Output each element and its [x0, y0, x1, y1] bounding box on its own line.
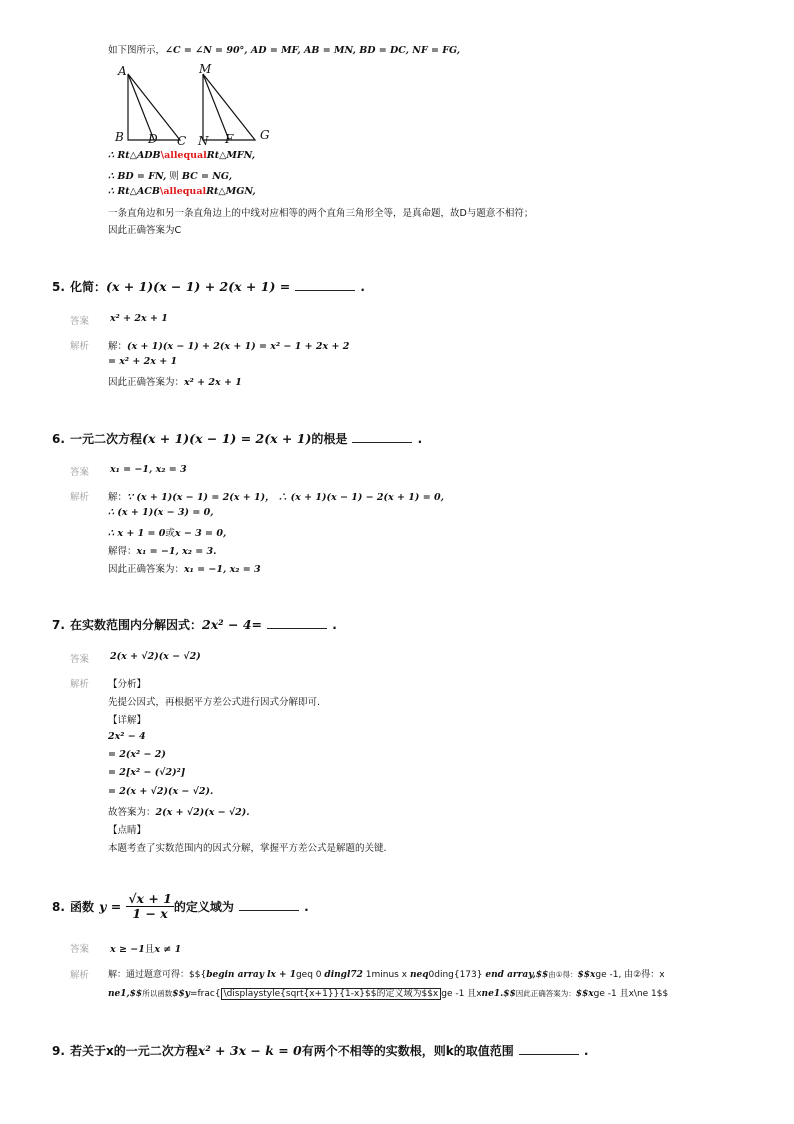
analysis-label: 解析 — [70, 970, 90, 981]
label-d: D — [148, 132, 158, 146]
q6-analysis-3: ∴ x + 1 = 0或x − 3 = 0, — [108, 528, 227, 539]
answer-label: 答案 — [70, 944, 90, 955]
question-8: 8. 函数 y = $\frac{√x + 1}{1 - x}$ 的定义域为 . — [52, 891, 309, 921]
analysis-label: 解析 — [70, 341, 90, 352]
q7-answer: 2(x + √2)(x − √2) — [110, 651, 201, 662]
label-g: G — [260, 128, 270, 142]
label-a: A — [118, 64, 127, 78]
answer-blank[interactable] — [519, 1042, 579, 1055]
triangle-mng — [203, 74, 255, 140]
label-m: M — [199, 62, 212, 76]
intro-step-1: ∴ Rt△ADB\allequalRt△MFN, — [108, 150, 256, 161]
answer-label: 答案 — [70, 654, 90, 665]
question-number: 6. — [52, 432, 65, 446]
label-f: F — [225, 132, 234, 146]
q7-heading-analysis: 【分析】 — [108, 679, 147, 690]
q8-analysis-2: ne1,$$所以函数$$y=frac{ \displaystyle{sqrt{x+1}}{1-x}$$的定义域为$$x ge -1 且xne1.$$因此正确答案为：$$xge -1 且x\ne 1$$ — [108, 989, 669, 999]
q7-line-1: 先提公因式，再根据平方差公式进行因式分解即可. — [108, 697, 321, 708]
q7-math-1: 2x² − 4 — [108, 731, 146, 742]
answer-blank[interactable] — [352, 430, 412, 443]
q5-answer: x² + 2x + 1 — [110, 313, 168, 324]
q7-math-3: = 2[x² − (√2)²] — [108, 767, 186, 778]
question-5: 5. 化简：(x + 1)(x − 1) + 2(x + 1) = . — [52, 279, 365, 294]
q7-math-2: = 2(x² − 2) — [108, 749, 166, 760]
q7-math-4: = 2(x + √2)(x − √2). — [108, 786, 214, 797]
intro-step-2: ∴ BD = FN, 则 BC = NG, — [108, 171, 233, 182]
q7-heading-remark: 【点睛】 — [108, 825, 147, 836]
q7-heading-detail: 【详解】 — [108, 715, 147, 726]
q5-analysis-1: 解：(x + 1)(x − 1) + 2(x + 1) = x² − 1 + 2x + 2 — [108, 341, 350, 352]
q8-answer: x ≥ −1且x ≠ 1 — [110, 944, 182, 955]
intro-step-3: ∴ Rt△ACB\allequalRt△MGN, — [108, 186, 256, 197]
question-number: 5. — [52, 280, 65, 294]
analysis-label: 解析 — [70, 492, 90, 503]
analysis-label: 解析 — [70, 679, 90, 690]
q8-analysis-1: 解：通过题意可得：$${begin array lx + 1geq 0 dingl72 1minus x neq0ding{173} end array,$$由①得：$$xge -1, 由②得：x — [108, 970, 665, 980]
answer-label: 答案 — [70, 467, 90, 478]
label-n: N — [198, 134, 209, 148]
segment-ad — [128, 74, 154, 140]
q6-analysis-1: 解：∵ (x + 1)(x − 1) = 2(x + 1)， ∴ (x + 1)(x − 1) − 2(x + 1) = 0, — [108, 492, 444, 503]
q6-analysis-2: ∴ (x + 1)(x − 3) = 0, — [108, 507, 214, 518]
question-7: 7. 在实数范围内分解因式：2x² − 4= . — [52, 617, 337, 632]
q6-analysis-4: 解得：x₁ = −1, x₂ = 3. — [108, 546, 217, 557]
intro-step-4: 一条直角边和另一条直角边上的中线对应相等的两个直角三角形全等，是真命题，故D与题意不相符； — [108, 208, 534, 219]
question-9: 9. 若关于x的一元二次方程x² + 3x − k = 0有两个不相等的实数根，则k的取值范围 . — [52, 1043, 589, 1058]
answer-blank[interactable] — [295, 278, 355, 291]
question-number: 7. — [52, 618, 65, 632]
function-fraction: $\frac{√x + 1}{1 - x}$ — [128, 891, 172, 921]
q6-analysis-5: 因此正确答案为：x₁ = −1, x₂ = 3 — [108, 564, 261, 575]
label-c: C — [177, 134, 187, 148]
q5-analysis-2: = x² + 2x + 1 — [108, 356, 178, 367]
triangle-abc — [128, 74, 180, 140]
answer-blank[interactable] — [267, 616, 327, 629]
intro-step-5: 因此正确答案为C — [108, 225, 182, 236]
answer-label: 答案 — [70, 316, 90, 327]
q5-analysis-3: 因此正确答案为：x² + 2x + 1 — [108, 377, 242, 388]
q6-answer: x₁ = −1, x₂ = 3 — [110, 464, 187, 475]
question-number: 9. — [52, 1044, 65, 1058]
segment-mf — [203, 74, 229, 140]
answer-blank[interactable] — [239, 898, 299, 911]
triangles-figure — [110, 62, 280, 148]
q7-line-3: 本题考查了实数范围内的因式分解，掌握平方差公式是解题的关键. — [108, 843, 387, 854]
question-6: 6. 一元二次方程(x + 1)(x − 1) = 2(x + 1)的根是 . — [52, 431, 423, 446]
intro-line-1: 如下图所示，∠C = ∠N = 90°, AD = MF, AB = MN, BD = DC, NF = FG, — [108, 45, 461, 56]
q7-line-2: 故答案为：2(x + √2)(x − √2). — [108, 807, 250, 818]
question-number: 8. — [52, 899, 65, 914]
label-b: B — [115, 130, 124, 144]
